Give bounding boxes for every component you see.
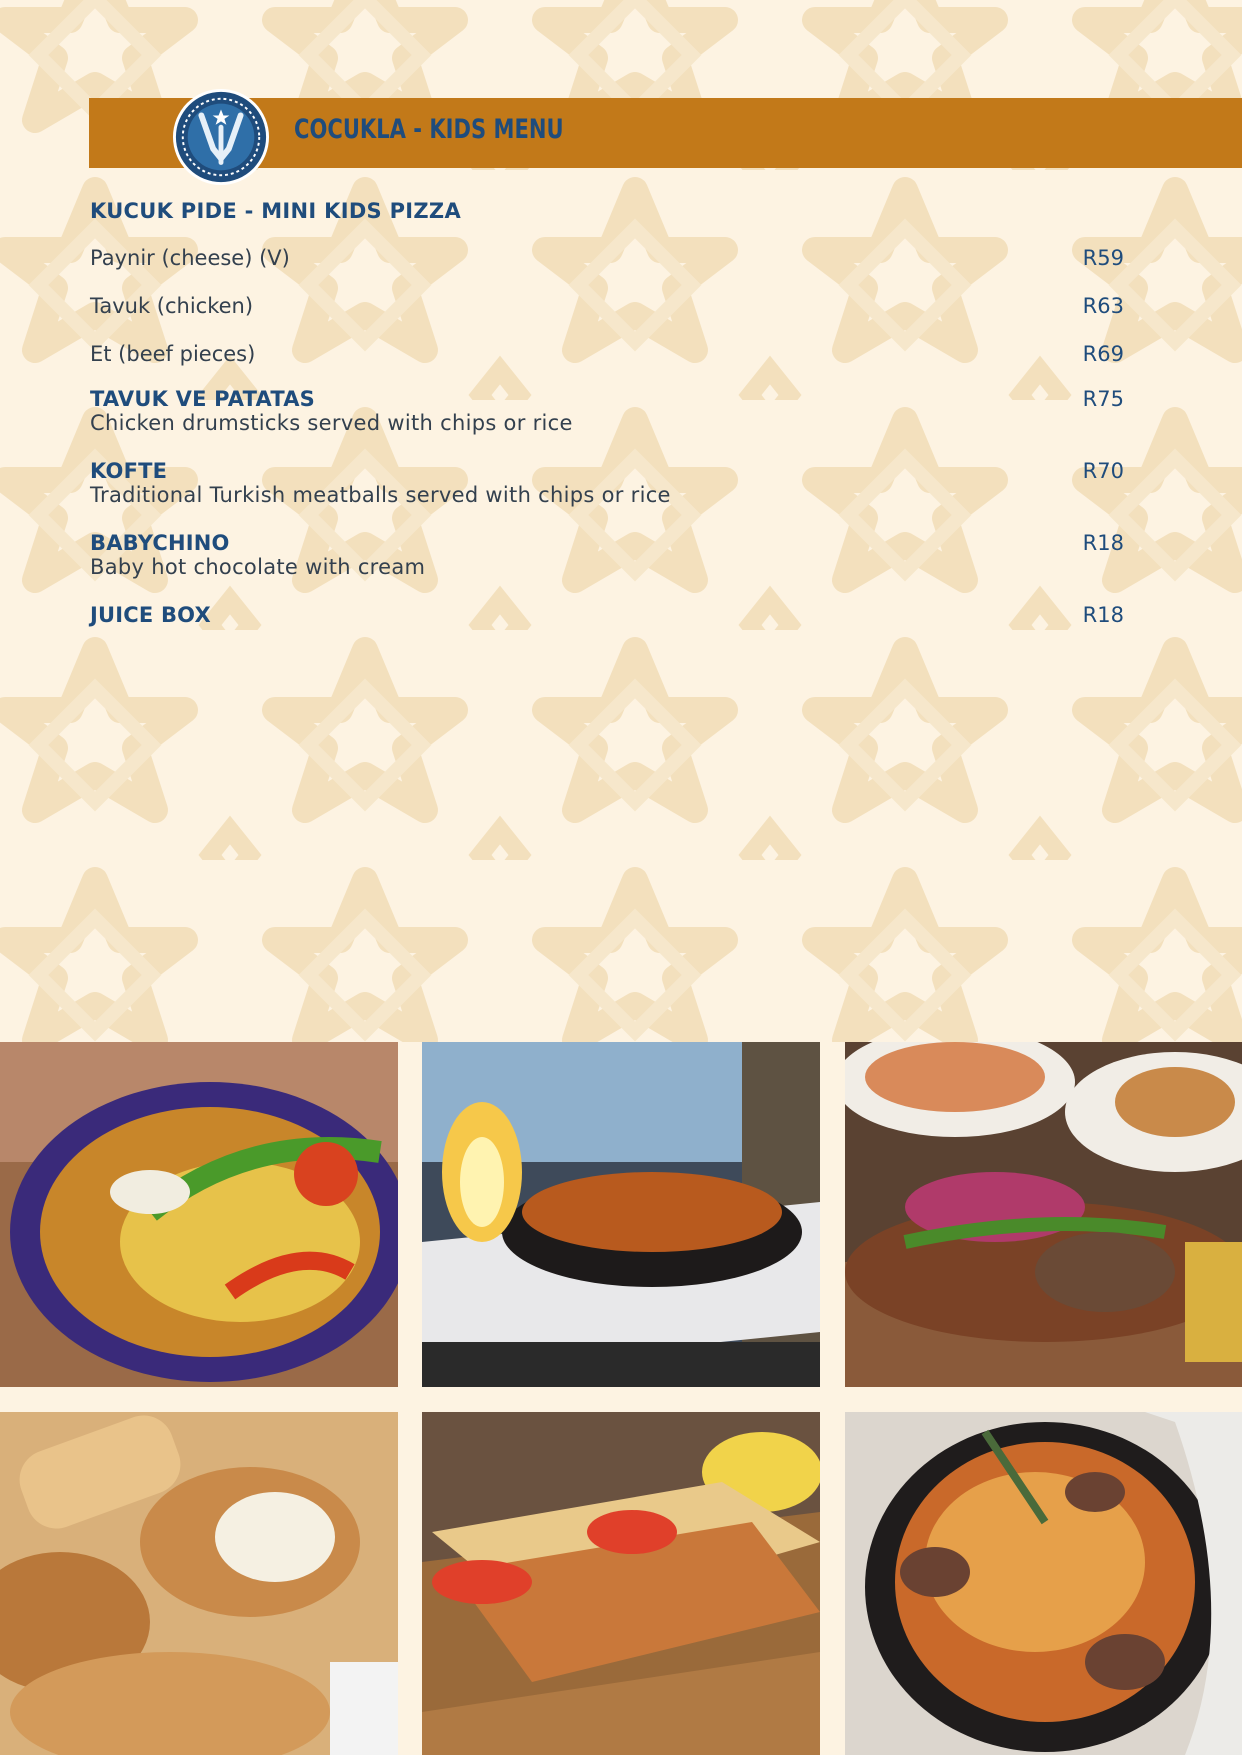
menu-item-price: R18 <box>1082 531 1124 555</box>
section-title: KUCUK PIDE - MINI KIDS PIZZA <box>90 199 461 223</box>
page-title: COCUKLA - KIDS MENU <box>294 114 564 145</box>
menu-item <box>90 387 1124 435</box>
menu-item-name: BABYCHINO <box>90 531 230 555</box>
menu-item-price: R18 <box>1082 603 1124 627</box>
menu-sub-item <box>90 243 1124 273</box>
food-photo-kebab-platter <box>845 1042 1242 1387</box>
food-photo-sizzling-dish <box>0 1042 398 1387</box>
menu-item <box>90 531 1124 579</box>
menu-item-name: Et (beef pieces) <box>90 342 256 366</box>
food-photo-lahmacun <box>422 1412 820 1755</box>
fork-and-knife-star-badge-icon <box>172 88 270 186</box>
food-photo-cheesy-sizzler <box>845 1412 1242 1755</box>
menu-item-name: Tavuk (chicken) <box>90 294 254 318</box>
menu-sub-item <box>90 291 1124 321</box>
menu-item <box>90 459 1124 507</box>
menu-item-price: R59 <box>1082 246 1124 270</box>
menu-item-description: Chicken drumsticks served with chips or rice <box>90 411 573 435</box>
menu-item-name: Paynir (cheese) (V) <box>90 246 290 270</box>
kids-menu-list <box>90 198 1124 651</box>
menu-item <box>90 603 1124 627</box>
menu-item-price: R69 <box>1082 342 1124 366</box>
menu-item-price: R70 <box>1082 459 1124 483</box>
menu-item-name: JUICE BOX <box>90 603 211 627</box>
menu-item-name: KOFTE <box>90 459 168 483</box>
menu-item-price: R63 <box>1082 294 1124 318</box>
menu-item-name: TAVUK VE PATATAS <box>90 387 315 411</box>
menu-sub-item <box>90 339 1124 369</box>
menu-item-description: Baby hot chocolate with cream <box>90 555 426 579</box>
menu-item-price: R75 <box>1082 387 1124 411</box>
menu-item-description: Traditional Turkish meatballs served with chips or rice <box>90 483 671 507</box>
food-photo-borek-rolls <box>0 1412 398 1755</box>
food-photo-flambe-dish <box>422 1042 820 1387</box>
food-photo-grid <box>0 1042 1242 1755</box>
